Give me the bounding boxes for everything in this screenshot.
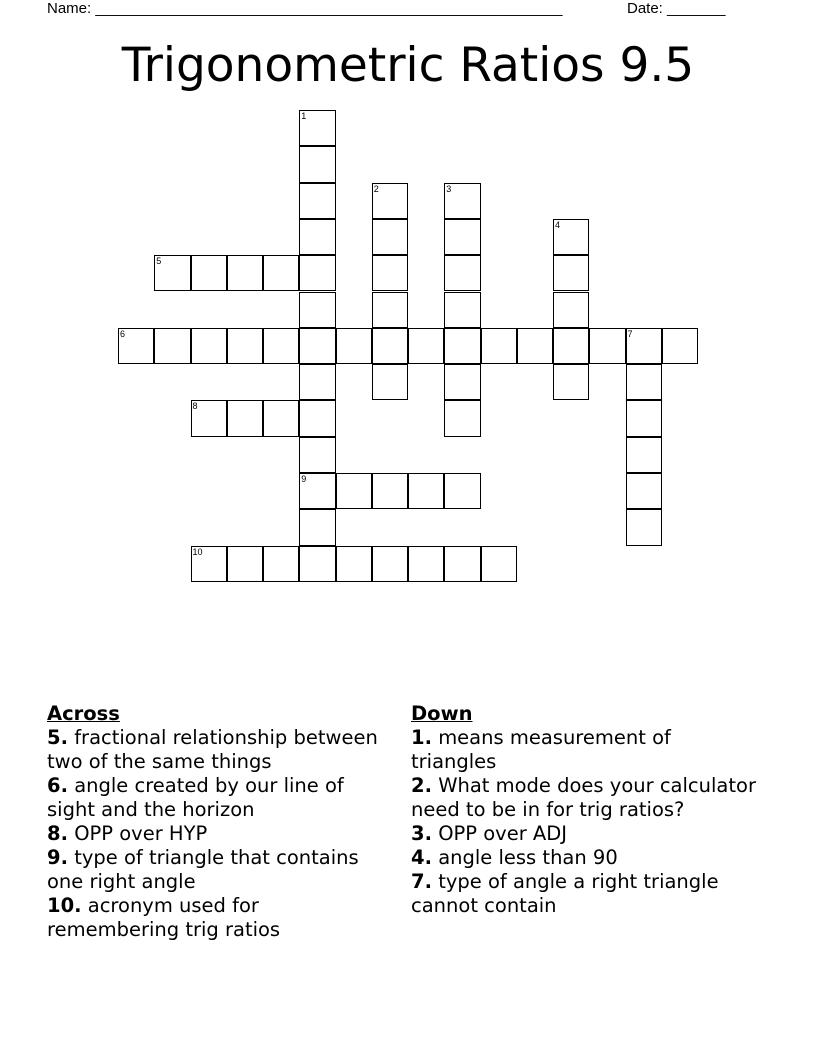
page-title: Trigonometric Ratios 9.5 (121, 38, 695, 93)
grid-cell[interactable] (553, 255, 589, 291)
grid-cell[interactable] (154, 328, 190, 364)
down-clues (411, 702, 761, 918)
clue-num: 5. (47, 726, 68, 749)
grid-cell[interactable] (299, 364, 335, 400)
grid-cell[interactable] (299, 255, 335, 291)
clue-text: means measurement of triangles (411, 726, 671, 773)
clue-number: 4 (555, 219, 561, 230)
grid-cell[interactable] (626, 364, 662, 400)
grid-cell[interactable] (626, 509, 662, 545)
clue-num: 6. (47, 774, 68, 797)
grid-cell[interactable] (299, 219, 335, 255)
grid-cell[interactable] (372, 364, 408, 400)
grid-cell[interactable] (481, 328, 517, 364)
grid-cell[interactable] (626, 437, 662, 473)
grid-cell[interactable] (263, 400, 299, 436)
clue-num: 9. (47, 846, 68, 869)
grid-cell[interactable] (299, 146, 335, 182)
name-field: Name: ________________________________________________________ (47, 0, 563, 17)
grid-cell[interactable] (444, 473, 480, 509)
across-clue (47, 846, 397, 894)
clue-number: 7 (627, 328, 633, 339)
grid-cell[interactable] (626, 400, 662, 436)
grid-cell[interactable] (408, 328, 444, 364)
down-clue (411, 822, 761, 846)
grid-cell[interactable] (626, 473, 662, 509)
grid-cell[interactable] (227, 255, 263, 291)
grid-cell[interactable] (299, 183, 335, 219)
across-clue (47, 726, 397, 774)
grid-cell[interactable] (444, 255, 480, 291)
clue-number: 3 (446, 183, 452, 194)
grid-cell[interactable] (408, 546, 444, 582)
grid-cell[interactable] (372, 292, 408, 328)
grid-cell[interactable] (336, 473, 372, 509)
grid-cell[interactable] (372, 255, 408, 291)
clue-text: fractional relationship between two of the same things (47, 726, 378, 773)
grid-cell[interactable] (553, 328, 589, 364)
grid-cell[interactable] (662, 328, 698, 364)
grid-cell[interactable] (444, 400, 480, 436)
grid-cell[interactable] (517, 328, 553, 364)
grid-cell[interactable] (589, 328, 625, 364)
grid-cell[interactable] (263, 255, 299, 291)
clue-text: OPP over ADJ (438, 822, 568, 845)
grid-cell[interactable] (299, 546, 335, 582)
clue-text: What mode does your calculator need to be in for trig ratios? (411, 774, 756, 821)
across-clue (47, 894, 397, 942)
grid-cell[interactable] (372, 219, 408, 255)
grid-cell[interactable] (626, 328, 662, 364)
down-clue (411, 726, 761, 774)
down-heading: Down (411, 702, 473, 725)
across-clues (47, 702, 397, 942)
grid-cell[interactable] (372, 473, 408, 509)
grid-cell[interactable] (191, 546, 227, 582)
grid-cell[interactable] (444, 364, 480, 400)
clue-text: angle created by our line of sight and the horizon (47, 774, 344, 821)
grid-cell[interactable] (444, 546, 480, 582)
grid-cell[interactable] (299, 437, 335, 473)
clue-text: acronym used for remembering trig ratios (47, 894, 281, 941)
clue-number: 10 (192, 546, 203, 557)
grid-cell[interactable] (263, 328, 299, 364)
grid-cell[interactable] (444, 183, 480, 219)
grid-cell[interactable] (336, 328, 372, 364)
grid-cell[interactable] (263, 546, 299, 582)
grid-cell[interactable] (191, 328, 227, 364)
grid-cell[interactable] (154, 255, 190, 291)
grid-cell[interactable] (299, 110, 335, 146)
down-clue (411, 774, 761, 822)
clue-text: type of angle a right triangle cannot contain (411, 870, 719, 917)
clue-num: 3. (411, 822, 432, 845)
date-field: Date: _______ (627, 0, 726, 17)
down-clue (411, 870, 761, 918)
clue-number: 8 (192, 401, 198, 412)
grid-cell[interactable] (299, 400, 335, 436)
clue-text: angle less than 90 (438, 846, 618, 869)
grid-cell[interactable] (299, 328, 335, 364)
grid-cell[interactable] (481, 546, 517, 582)
grid-cell[interactable] (299, 292, 335, 328)
grid-cell[interactable] (336, 546, 372, 582)
grid-cell[interactable] (372, 328, 408, 364)
grid-cell[interactable] (227, 400, 263, 436)
clue-num: 1. (411, 726, 432, 749)
grid-cell[interactable] (553, 219, 589, 255)
clue-num: 2. (411, 774, 432, 797)
clue-text: OPP over HYP (74, 822, 208, 845)
grid-cell[interactable] (444, 219, 480, 255)
clue-num: 10. (47, 894, 82, 917)
grid-cell[interactable] (553, 292, 589, 328)
grid-cell[interactable] (553, 364, 589, 400)
across-heading: Across (47, 702, 120, 725)
clue-number: 6 (120, 328, 126, 339)
grid-cell[interactable] (444, 292, 480, 328)
across-clue (47, 822, 397, 846)
clue-num: 7. (411, 870, 432, 893)
grid-cell[interactable] (444, 328, 480, 364)
clue-number: 5 (156, 256, 162, 267)
grid-cell[interactable] (372, 546, 408, 582)
grid-cell[interactable] (227, 546, 263, 582)
clue-num: 4. (411, 846, 432, 869)
grid-cell[interactable] (191, 400, 227, 436)
grid-cell[interactable] (299, 509, 335, 545)
clue-number: 1 (301, 111, 307, 121)
grid-cell[interactable] (118, 328, 154, 364)
across-clue (47, 774, 397, 822)
clue-num: 8. (47, 822, 68, 845)
grid-cell[interactable] (408, 473, 444, 509)
grid-cell[interactable] (299, 473, 335, 509)
down-clue (411, 846, 761, 870)
clue-number: 2 (373, 183, 379, 194)
grid-cell[interactable] (191, 255, 227, 291)
clue-number: 9 (301, 474, 307, 484)
grid-cell[interactable] (372, 183, 408, 219)
clue-text: type of triangle that contains one right angle (47, 846, 359, 893)
grid-cell[interactable] (227, 328, 263, 364)
